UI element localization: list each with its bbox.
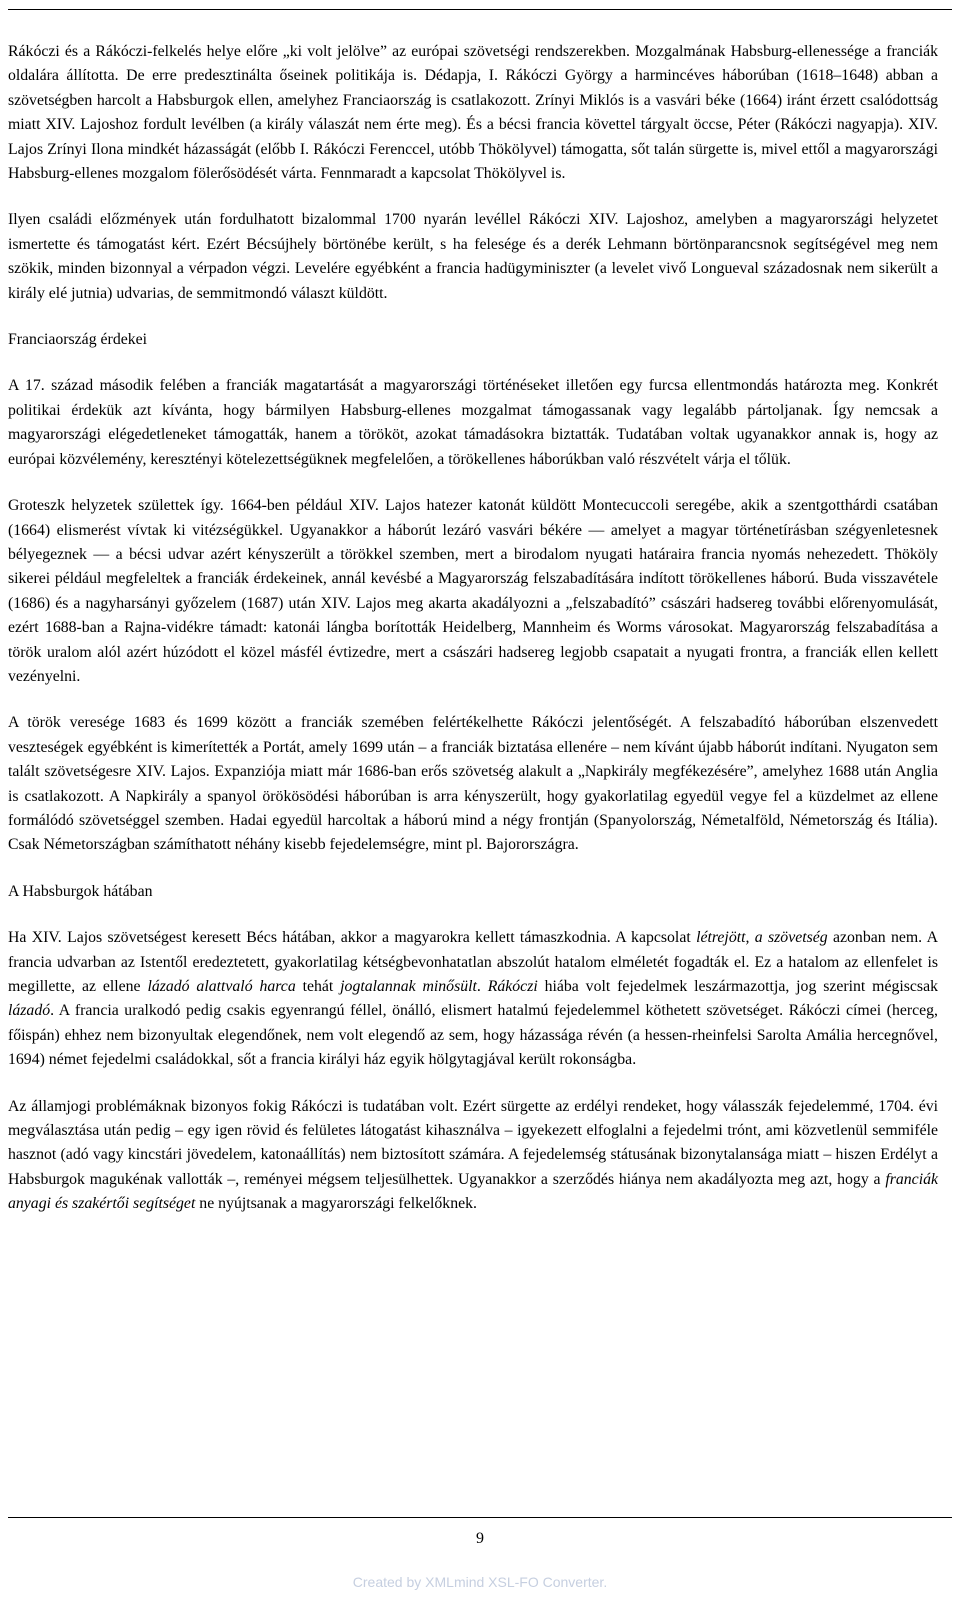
footer-rule [8, 1517, 952, 1518]
paragraph-5: A török veresége 1683 és 1699 között a franciák szemében felértékelhette Rákóczi jelentőségét. A felszabadító háborúban elszenvedett veszteségek egyébként is kimerítették a Portát, amely 1699 után – a franciák biztatása ellenére – nem kívánt újabb háborút indítani. Nyugaton sem talált szövetségesre XIV. Lajos. Expanziója miatt már 1686-ban erős szövetség alakult a „Napkirály megfékezésére”, amelyhez 1688 után Anglia is csatlakozott. A Napkirály a spanyol örökösödési háborúban is arra kényszerült, hogy gyakorlatilag egyedül vegye fel a küzdelmet az ellene formálódó szövetséggel szemben. Hadai egyedül harcoltak a háború mind a négy frontján (Spanyolország, Németalföld, Németország és Itália). Csak Németországban számíthatott néhány kisebb fejedelemségre, mint pl. Bajorországra. [8, 714, 938, 854]
text-run: . A francia uralkodó pedig csakis egyenrangú féllel, önálló, elismert hatalmú fejedelemmel köthetett szövetséget. Rákóczi címei (herceg, főispán) ehhez nem bizonyultak elegendőnek, nem volt elegendő az sem, hogy házassága révén (a hessen-rheinfelsi Sarolta Amália hercegnővel, 1694) német fejedelmi családokkal, sőt a francia királyi ház egyik hölgytagjával került rokonságba. [8, 1002, 938, 1069]
italic-run: Rákóczi [487, 978, 538, 995]
text-run: ne nyújtsanak a magyarországi felkelőknek. [195, 1195, 477, 1213]
page-number: 9 [476, 1530, 484, 1547]
section-heading-franciaorszag: Franciaország érdekei [8, 331, 148, 349]
italic-run: franciák anyagi és szakértői segítséget [8, 1170, 938, 1213]
section-heading-habsburgok: A Habsburgok hátában [8, 882, 153, 900]
generator-watermark: Created by XMLmind XSL-FO Converter. [352, 1574, 608, 1590]
header-rule [8, 9, 952, 10]
text-run: hiába volt fejedelmek leszármazottja, jog szerint mégiscsak [537, 978, 938, 995]
text-run: . [476, 978, 488, 995]
text-run: Az államjogi problémáknak bizonyos fokig Rákóczi is tudatában volt. Ezért sürgette az erdélyi rendeket, hogy válasszák fejedelemmé, 1704. évi megválasztása után pedig – egy igen rövid és felületes látogatást kihasználva – igyekezett elfoglalni a fejedelmi trónt, ami közvetlenül semmiféle hasznot (adó vagy kincstári jövedelem, katonaállítás) nem biztosított számára. A fejedelemség státusának bizonytalansága miatt – hiszen Erdélyt a Habsburgok magukénak vallották –, reményei mégsem teljesülhettek. Ugyanakkor a szerződés hiánya nem akadályozta meg azt, hogy a [8, 1097, 938, 1188]
text-run: azonban nem. A francia udvarban az Istentől eredeztetett, gyakorlatilag kétségbevonhatatlan abszolút hatalom elméletét fogadták el. Ez a hatalom az ellenfelet is megillette, az ellene [8, 929, 938, 995]
paragraph-4: Groteszk helyzetek születtek így. 1664-ben például XIV. Lajos hatezer katonát küldött Montecuccoli seregébe, akik a szentgotthárdi csatában (1664) elismerést vívtak ki vitézségükkel. Ugyanakkor a háborút lezáró vasvári békére — amelyet a magyar történetírásban szégyenletesnek bélyegeznek — a bécsi udvar azért kényszerült a törökkel szemben, mert a birodalom nyugati határaira francia nyomás nehezedett. Thököly sikerei például megfeleltek a franciák érdekeinek, annál kevésbé a Magyarország felszabadítására indított törökellenes háború. Buda visszavétele (1686) és a nagyharsányi győzelem (1687) után XIV. Lajos meg akarta akadályozni a „felszabadító” császári hadsereg további előrenyomulását, ezért 1688-ban a Rajna-vidékre támadt: katonái lángba borították Heidelberg, Mannheim és Worms városokat. Magyarország felszabadítása a török uralom alól azért húzódott el közel másfél évtizedre, mert a császári hadsereg legjobb csapatait a nyugati frontra, a franciák ellen kellett vezényelni. [8, 497, 938, 685]
italic-run: lázadó [8, 1002, 51, 1020]
paragraph-7 [8, 1095, 938, 1217]
paragraph-6 [8, 926, 938, 1072]
italic-run: jogtalannak minősült [340, 978, 477, 995]
paragraph-3: A 17. század második felében a franciák magatartását a magyarországi történéseket illetően egy furcsa ellentmondás határozta meg. Konkrét politikai érdekük azt kívánta, hogy bármilyen Habsburg-ellenes mozgalmat támogassanak vagy legalább pártoljanak. Így nemcsak a magyarországi elégedetleneket támogatták, hanem a törököt, azokat támadásokra biztatták. Tudatában voltak ugyanakkor annak is, hogy az európai közvélemény, keresztényi kötelezettségüknek megfelelően, a törökellenes háborúkban való részvételt várja el tőlük. [8, 377, 938, 468]
italic-run: lázadó alattvaló harca [147, 978, 296, 995]
text-run: tehát [295, 978, 341, 995]
text-run: Ha XIV. Lajos szövetségest keresett Bécs hátában, akkor a magyarokra kellett támaszkodnia. A kapcsolat [8, 929, 697, 947]
italic-run: létrejött, a szövetség [696, 929, 828, 947]
paragraph-1: Rákóczi és a Rákóczi-felkelés helye előre „ki volt jelölve” az európai szövetségi rendszerekben. Mozgalmának Habsburg-ellenessége a franciák oldalára állította. De erre predesztinálta őseinek politikája is. Dédapja, I. Rákóczi György a harmincéves háborúban (1618–1648) abban a szövetségben harcolt a Habsburgok ellen, amelyhez Franciaország is csatlakozott. Zrínyi Miklós is a vasvári béke (1664) iránt érzett csalódottság miatt XIV. Lajoshoz fordult levélben (a király válaszát nem érte meg). És a bécsi francia követtel tárgyalt öccse, Péter (Rákóczi nagyapja). XIV. Lajos Zrínyi Ilona mindkét házasságát (előbb I. Rákóczi Ferenccel, utóbb Thökölyvel) támogatta, sőt talán sürgette is, mivel ettől a magyarországi Habsburg-ellenes mozgalom fölerősödését várta. Fennmaradt a kapcsolat Thökölyvel is. [8, 43, 938, 183]
paragraph-2: Ilyen családi előzmények után fordulhatott bizalommal 1700 nyarán levéllel Rákóczi XIV. Lajoshoz, amelyben a magyarországi helyzetet ismertette és támogatást kért. Ezért Bécsújhely börtönébe került, s ha felesége és a derék Lehmann börtönparancsnok segítségével meg nem szökik, minden bizonnyal a vérpadon végzi. Levelére egyébként a francia hadügyminiszter (a levelet vivő Longueval századosnak nem sikerült a király elé jutnia) udvarias, de semmitmondó választ küldött. [8, 211, 938, 302]
page-content [8, 40, 938, 1217]
